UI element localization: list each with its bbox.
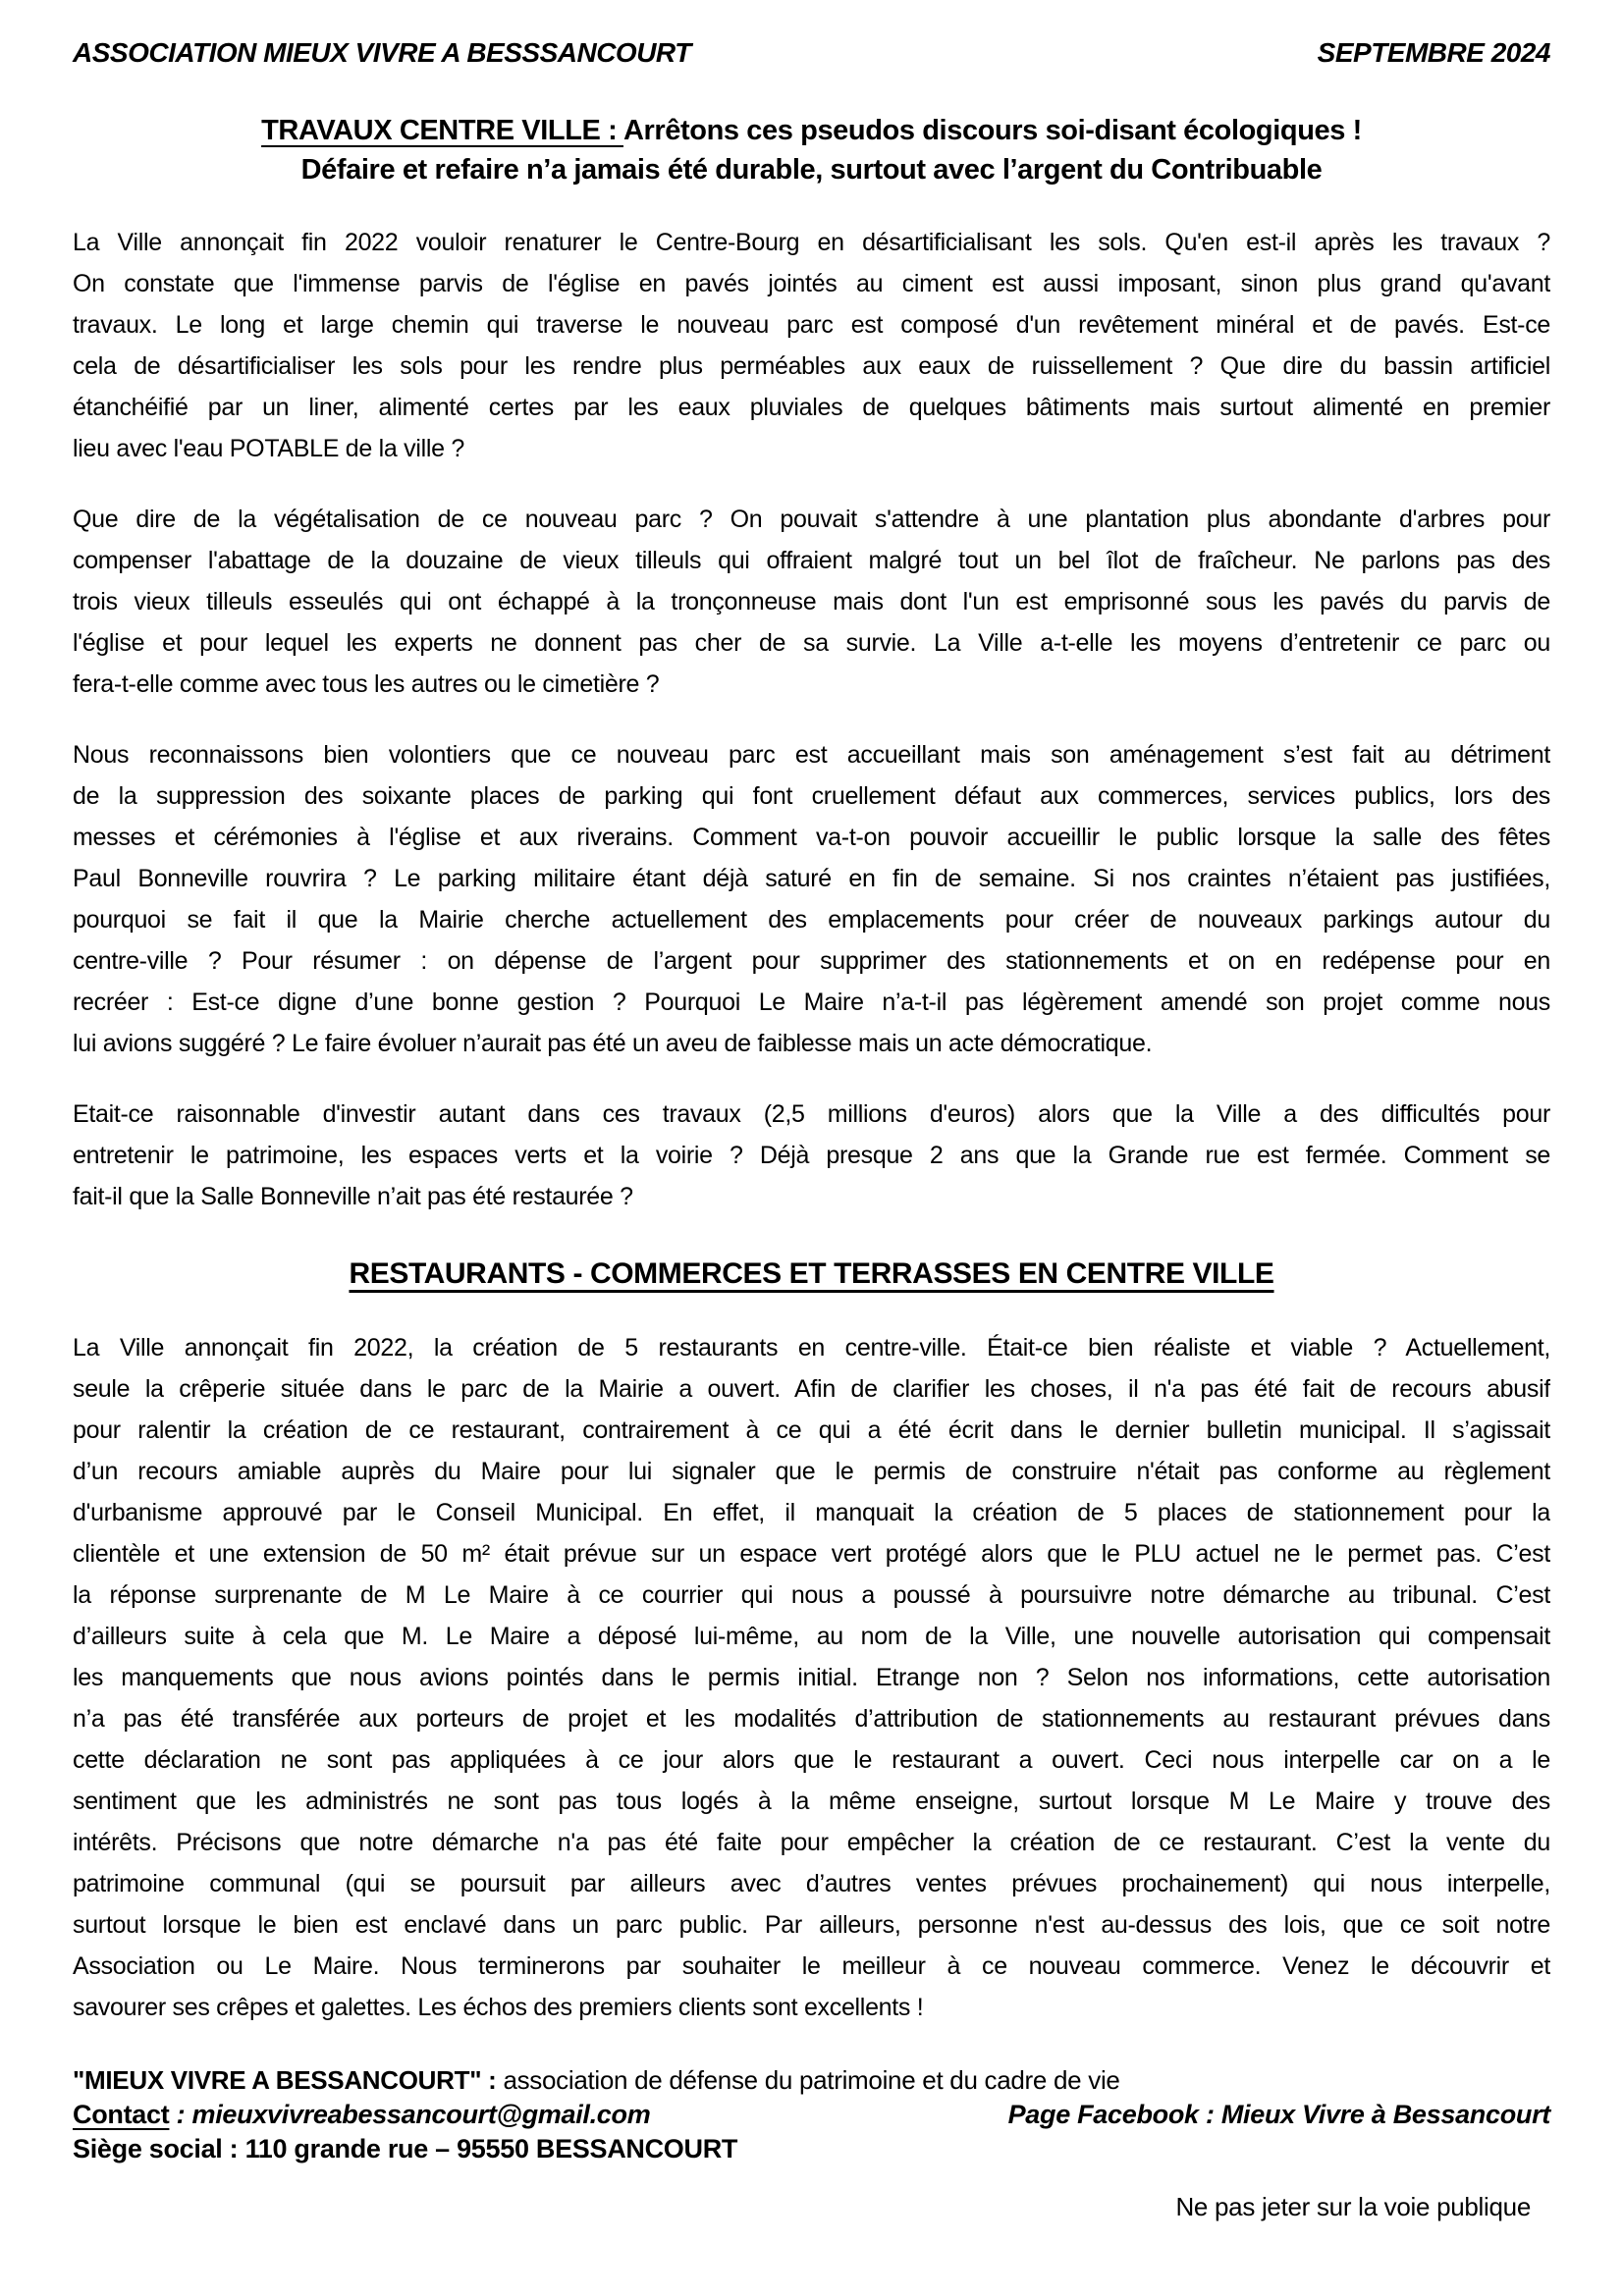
text-line: surtout lorsque le bien est enclavé dans un parc public. Par ailleurs, personne n'est au-dessus des lois, que ce soit notre — [73, 1911, 1550, 1939]
section2-title — [73, 1256, 1550, 1292]
section2-title-underlined: RESTAURANTS - COMMERCES ET TERRASSES EN CENTRE VILLE — [349, 1257, 1274, 1290]
text-line: sentiment que les administrés ne sont pas tous logés à la même enseigne, surtout lorsque M Le Maire y trouve des — [73, 1788, 1550, 1815]
text-line: intérêts. Précisons que notre démarche n'a pas été faite pour empêcher la création de ce restaurant. C’est la vente du — [73, 1829, 1550, 1856]
text-line: savourer ses crêpes et galettes. Les échos des premiers clients sont excellents ! — [73, 1994, 924, 2021]
paragraph — [73, 1327, 1550, 2028]
section1-title — [73, 114, 1550, 147]
association-description-text: association de défense du patrimoine et du cadre de vie — [496, 2065, 1120, 2095]
text-line: lui avions suggéré ? Le faire évoluer n’aurait pas été un aveu de faiblesse mais un acte démocratique. — [73, 1030, 1153, 1057]
text-line: La Ville annonçait fin 2022, la création de 5 restaurants en centre-ville. Était-ce bien réaliste et viable ? Actuellement, — [73, 1334, 1550, 1362]
text-line: fait-il que la Salle Bonneville n’ait pas été restaurée ? — [73, 1183, 633, 1210]
text-line: Paul Bonneville rouvrira ? Le parking militaire étant déjà saturé en fin de semaine. Si nos craintes n’étaient pas justifiées, — [73, 865, 1550, 892]
text-line: patrimoine communal (qui se poursuit par ailleurs avec d’autres ventes prévues prochainement) qui nous interpelle, — [73, 1870, 1550, 1897]
text-line: Etait-ce raisonnable d'investir autant dans ces travaux (2,5 millions d'euros) alors que la Ville a des difficultés pour — [73, 1100, 1550, 1128]
text-line: trois vieux tilleuls esseulés qui ont échappé à la tronçonneuse mais dont l'un est emprisonné sous les pavés du parvis de — [73, 588, 1550, 615]
text-line: recréer : Est-ce digne d’une bonne gestion ? Pourquoi Le Maire n’a-t-il pas légèrement amendé son projet comme nous — [73, 988, 1550, 1016]
text-line: d'urbanisme approuvé par le Conseil Municipal. En effet, il manquait la création de 5 places de stationnement pour la — [73, 1499, 1550, 1526]
text-line: Association ou Le Maire. Nous terminerons par souhaiter le meilleur à ce nouveau commerce. Venez le découvrir et — [73, 1952, 1550, 1980]
contact-line — [73, 2098, 650, 2132]
text-line: n’a pas été transférée aux porteurs de projet et les modalités d’attribution de stationnements au restaurant prévues dans — [73, 1705, 1550, 1733]
page-footer — [73, 2063, 1550, 2166]
section1-title-underlined: TRAVAUX CENTRE VILLE : — [261, 115, 623, 146]
text-line: travaux. Le long et large chemin qui traverse le nouveau parc est composé d'un revêtement minéral et de pavés. Est-ce — [73, 311, 1550, 339]
contact-email: : mieuxvivreabessancourt@gmail.com — [169, 2100, 651, 2129]
text-line: cette déclaration ne sont pas appliquées à ce jour alors que le restaurant a ouvert. Ceci nous interpelle car on a le — [73, 1746, 1550, 1774]
text-line: l'église et pour lequel les experts ne donnent pas cher de sa survie. La Ville a-t-elle les moyens d’entretenir ce parc ou — [73, 629, 1550, 657]
text-line: la réponse surprenante de M Le Maire à ce courrier qui nous a poussé à poursuivre notre démarche au tribunal. C’est — [73, 1581, 1550, 1609]
text-line: étanchéifié par un liner, alimenté certes par les eaux pluviales de quelques bâtiments mais surtout alimenté en premier — [73, 394, 1550, 421]
facebook-page: Page Facebook : Mieux Vivre à Bessancourt — [1007, 2100, 1550, 2129]
contact-row — [73, 2098, 1550, 2132]
text-line: fera-t-elle comme avec tous les autres ou le cimetière ? — [73, 670, 660, 698]
text-line: cela de désartificialiser les sols pour les rendre plus perméables aux eaux de ruissellement ? Que dire du bassin artificiel — [73, 352, 1550, 380]
paragraph — [73, 734, 1550, 1064]
text-line: clientèle et une extension de 50 m² était prévue sur un espace vert protégé alors que le PLU actuel ne le permet pas. C’est — [73, 1540, 1550, 1568]
text-line: On constate que l'immense parvis de l'église en pavés jointés au ciment est aussi imposant, sinon plus grand qu'avant — [73, 270, 1550, 297]
text-line: les manquements que nous avions pointés dans le permis initial. Etrange non ? Selon nos informations, cette autorisation — [73, 1664, 1550, 1691]
text-line: seule la crêperie située dans le parc de la Mairie a ouvert. Afin de clarifier les choses, il n'a pas été fait de recours abusif — [73, 1375, 1550, 1403]
text-line: d’ailleurs suite à cela que M. Le Maire a déposé lui-même, au nom de la Ville, une nouvelle autorisation qui compensait — [73, 1623, 1550, 1650]
text-line: entretenir le patrimoine, les espaces verts et la voirie ? Déjà presque 2 ans que la Grande rue est fermée. Comment se — [73, 1142, 1550, 1169]
text-line: pour ralentir la création de ce restaurant, contrairement à ce qui a été écrit dans le dernier bulletin municipal. Il s’agissait — [73, 1416, 1550, 1444]
text-line: centre-ville ? Pour résumer : on dépense de l’argent pour supprimer des stationnements et on en redépense pour en — [73, 947, 1550, 975]
text-line: Nous reconnaissons bien volontiers que ce nouveau parc est accueillant mais son aménagement s’est fait au détriment — [73, 741, 1550, 769]
text-line: d’un recours amiable auprès du Maire pour lui signaler que le permis de construire n'était pas conforme au règlement — [73, 1458, 1550, 1485]
paragraph — [73, 1094, 1550, 1217]
do-not-litter-notice: Ne pas jeter sur la voie publique — [1175, 2192, 1531, 2221]
text-line: messes et cérémonies à l'église et aux riverains. Comment va-t-on pouvoir accueillir le public lorsque la salle des fêtes — [73, 824, 1550, 851]
contact-label: Contact — [73, 2100, 170, 2129]
text-line: de la suppression des soixante places de parking qui font cruellement défaut aux commerces, services publics, lors des — [73, 782, 1550, 810]
section1-title-rest: Arrêtons ces pseudos discours soi-disant écologiques ! — [622, 115, 1362, 146]
text-line: compenser l'abattage de la douzaine de vieux tilleuls qui offraient malgré tout un bel îlot de fraîcheur. Ne parlons pas des — [73, 547, 1550, 574]
section1-subtitle: Défaire et refaire n’a jamais été durable, surtout avec l’argent du Contribuable — [300, 154, 1323, 186]
association-description — [73, 2063, 1550, 2098]
paragraph — [73, 499, 1550, 705]
association-name-quoted: "MIEUX VIVRE A BESSANCOURT" : — [73, 2065, 497, 2095]
text-line: La Ville annonçait fin 2022 vouloir renaturer le Centre-Bourg en désartificialisant les sols. Qu'en est-il après les travaux ? — [73, 229, 1550, 256]
page-header — [73, 37, 1550, 69]
issue-date: SEPTEMBRE 2024 — [1317, 37, 1550, 68]
paragraph — [73, 222, 1550, 469]
text-line: pourquoi se fait il que la Mairie cherche actuellement des emplacements pour créer de nouveaux parkings autour du — [73, 906, 1550, 934]
text-line: lieu avec l'eau POTABLE de la ville ? — [73, 435, 464, 462]
association-name: ASSOCIATION MIEUX VIVRE A BESSSANCOURT — [73, 37, 691, 68]
head-office-address: Siège social : 110 grande rue – 95550 BESSANCOURT — [73, 2134, 738, 2163]
text-line: Que dire de la végétalisation de ce nouveau parc ? On pouvait s'attendre à une plantation plus abondante d'arbres pour — [73, 506, 1550, 533]
